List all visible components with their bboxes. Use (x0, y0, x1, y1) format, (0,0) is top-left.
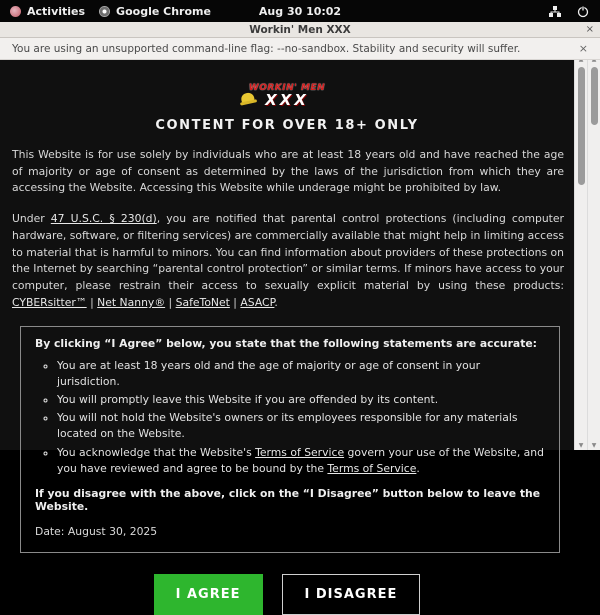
chrome-icon (99, 6, 110, 17)
scrollbar-area (574, 55, 600, 450)
activities-label: Activities (27, 4, 86, 18)
bullet4-text: . (416, 461, 420, 475)
paragraph-parental-controls (12, 211, 564, 311)
logo-top-text: WORKIN' MEN (248, 83, 326, 93)
link-separator: | (86, 295, 98, 309)
i-disagree-button[interactable]: I DISAGREE (282, 574, 421, 615)
site-logo (243, 84, 331, 108)
focused-app-menu[interactable] (99, 5, 211, 18)
agreement-outro: If you disagree with the above, click on the “I Disagree” button below to leave the Website. (35, 486, 541, 513)
link-separator: | (165, 295, 176, 309)
list-item: ◦ You are at least 18 years old and the age of majority or age of consent in your jurisdiction. (57, 358, 545, 390)
safetonet-link[interactable]: SafeToNet (175, 295, 230, 309)
para2-text: . (274, 295, 278, 309)
window-close-button[interactable]: × (585, 24, 594, 35)
outer-scrollbar[interactable] (587, 55, 600, 450)
inner-scrollbar[interactable] (574, 55, 587, 450)
bullet4-text: You acknowledge that the Website's (57, 445, 256, 459)
list-item: ◦ You will not hold the Website's owners or its employees responsible for any materials located on the Website. (57, 410, 545, 442)
agreement-intro: By clicking “I Agree” below, you state that the following statements are accurate: (35, 336, 538, 350)
logo-xxx-text: XXX (265, 91, 309, 109)
window-title-bar (0, 22, 600, 38)
cybersitter-link[interactable]: CYBERsitter™ (12, 295, 87, 309)
infobar-message: You are using an unsupported command-line flag: --no-sandbox. Stability and security will suffer. (12, 42, 521, 55)
clock[interactable]: Aug 30 10:02 (258, 4, 342, 18)
list-item: ◦ You will promptly leave this Website if you are offended by its content. (57, 392, 545, 408)
asacp-link[interactable]: ASACP (240, 295, 275, 309)
scroll-down-icon[interactable]: ▼ (591, 442, 597, 449)
scroll-down-icon[interactable]: ▼ (578, 442, 584, 449)
power-icon[interactable] (576, 5, 590, 18)
focused-app-label: Google Chrome (116, 4, 211, 18)
bullet4-text: govern your use of the Website, and you have reviewed and agree to be bound by the (57, 445, 544, 475)
outer-scrollbar-thumb[interactable] (591, 67, 598, 125)
link-separator: | (229, 295, 241, 309)
age-gate-page (0, 60, 574, 602)
activities-button[interactable] (10, 5, 85, 18)
agreement-bullet-list (35, 358, 545, 477)
activities-icon (10, 6, 21, 17)
top-bar (0, 0, 600, 22)
infobar-close-button[interactable]: × (578, 42, 588, 55)
usc-230d-link[interactable]: 47 U.S.C. § 230(d) (50, 212, 157, 226)
consent-buttons (0, 574, 574, 615)
chrome-infobar (0, 38, 600, 60)
agreement-box (20, 326, 560, 553)
agreement-date: Date: August 30, 2025 (35, 524, 158, 538)
netnanny-link[interactable]: Net Nanny® (97, 295, 166, 309)
paragraph-age: This Website is for use solely by individuals who are at least 18 years old and have reached the age of majority or age of consent as determined by the laws of the jurisdiction from which they are accessing the Website. Accessing this Website while underage might be prohibited by law. (12, 148, 564, 195)
i-agree-button[interactable]: I AGREE (154, 574, 263, 615)
terms-of-service-link[interactable]: Terms of Service (327, 461, 417, 475)
network-icon[interactable] (548, 5, 562, 18)
page-title: CONTENT FOR OVER 18+ ONLY (155, 118, 419, 133)
para2-text: , you are notified that parental control protections (including computer hardware, software, or filtering services) are commercially available that might help in limiting access to material that is harmful to minors. You can find information about providers of these protections on the Internet by searching “parental control protection” or similar terms. If minors have access to your computer, please restrain their access to sexually explicit material by using these products: (12, 212, 565, 293)
terms-of-service-link[interactable]: Terms of Service (255, 445, 345, 459)
inner-scrollbar-thumb[interactable] (578, 67, 585, 185)
list-item (57, 445, 545, 477)
window-title: Workin' Men XXX (249, 23, 351, 36)
para2-text: Under (12, 212, 51, 226)
